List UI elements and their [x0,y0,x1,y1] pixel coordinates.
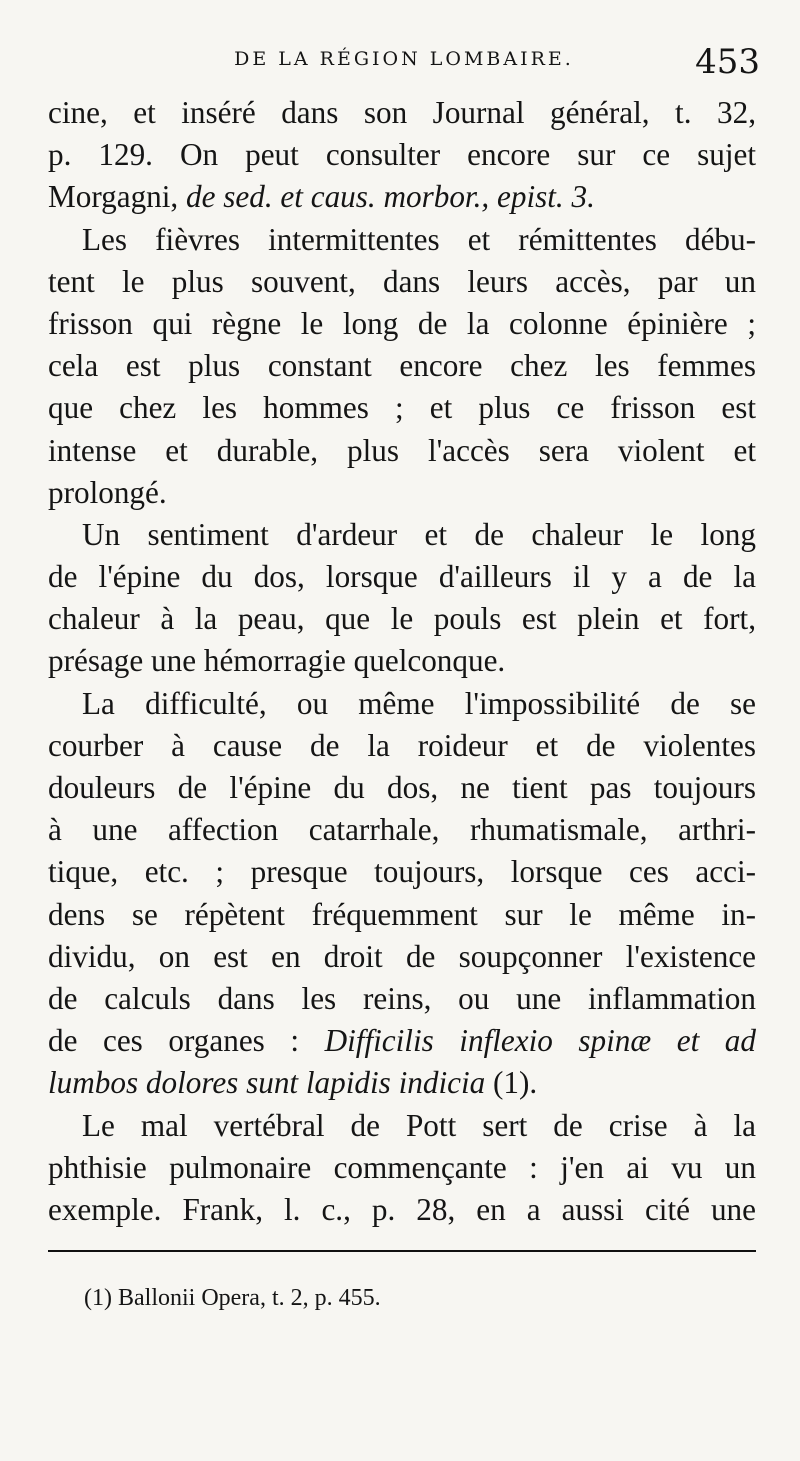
text-line: chaleur à la peau, que le pouls est plein et fort, [48,601,756,637]
text-line: que chez les hommes ; et plus ce frisson est [48,390,756,426]
text-line: La difficulté, ou même l'impossibilité de se [82,685,756,721]
text-line: frisson qui règne le long de la colonne épinière ; [48,305,756,341]
running-title: DE LA RÉGION LOMBAIRE. [234,48,574,70]
body-text [48,92,756,1231]
text-line: Le mal vertébral de Pott sert de crise à la [82,1107,756,1143]
text-line: douleurs de l'épine du dos, ne tient pas toujours [48,770,756,805]
italic-reference: de sed. et caus. morbor., epist. 3. [186,179,595,215]
text-line: présage une hémorragie quelconque. [48,643,506,679]
footnote-marker: (1). [493,1065,538,1101]
text-line: tent le plus souvent, dans leurs accès, par un [48,263,756,299]
text-line: courber à cause de la roideur et de violentes [48,727,756,763]
running-head [48,42,760,82]
text-line [48,1062,756,1104]
italic-latin-quote: lumbos dolores sunt lapidis indicia [48,1065,486,1101]
text-line: cela est plus constant encore chez les femmes [48,348,756,384]
footnote-divider [48,1250,756,1252]
text-line: phthisie pulmonaire commençante : j'en ai vu un [48,1149,756,1185]
footnote: (1) Ballonii Opera, t. 2, p. 455. [84,1285,381,1311]
text-line: à une affection catarrhale, rhumatismale, arthri- [48,812,756,848]
text-line [48,176,756,218]
text-line [48,1020,756,1062]
text-line: dividu, on est en droit de soupçonner l'existence [48,938,756,974]
text-line: exemple. Frank, l. c., p. 28, en a aussi cité une [48,1191,756,1227]
text-line-part: de ces organes : [48,1023,300,1059]
text-line: Les fièvres intermittentes et rémittentes débu- [82,221,756,257]
text-line: de l'épine du dos, lorsque d'ailleurs il y a de la [48,559,756,595]
text-line: prolongé. [48,474,167,510]
page-number: 453 [695,42,760,82]
text-line-part: Morgagni, [48,179,179,215]
text-line: Un sentiment d'ardeur et de chaleur le long [82,516,756,552]
text-line: intense et durable, plus l'accès sera violent et [48,432,756,468]
text-line: de calculs dans les reins, ou une inflammation [48,980,756,1016]
italic-latin-quote: Difficilis inflexio spinæ et ad [324,1023,756,1059]
text-line: tique, etc. ; presque toujours, lorsque ces acci- [48,854,756,890]
text-line: cine, et inséré dans son Journal général, t. 32, [48,95,756,130]
text-line: dens se répètent fréquemment sur le même in- [48,896,756,932]
text-line: p. 129. On peut consulter encore sur ce sujet [48,137,756,173]
